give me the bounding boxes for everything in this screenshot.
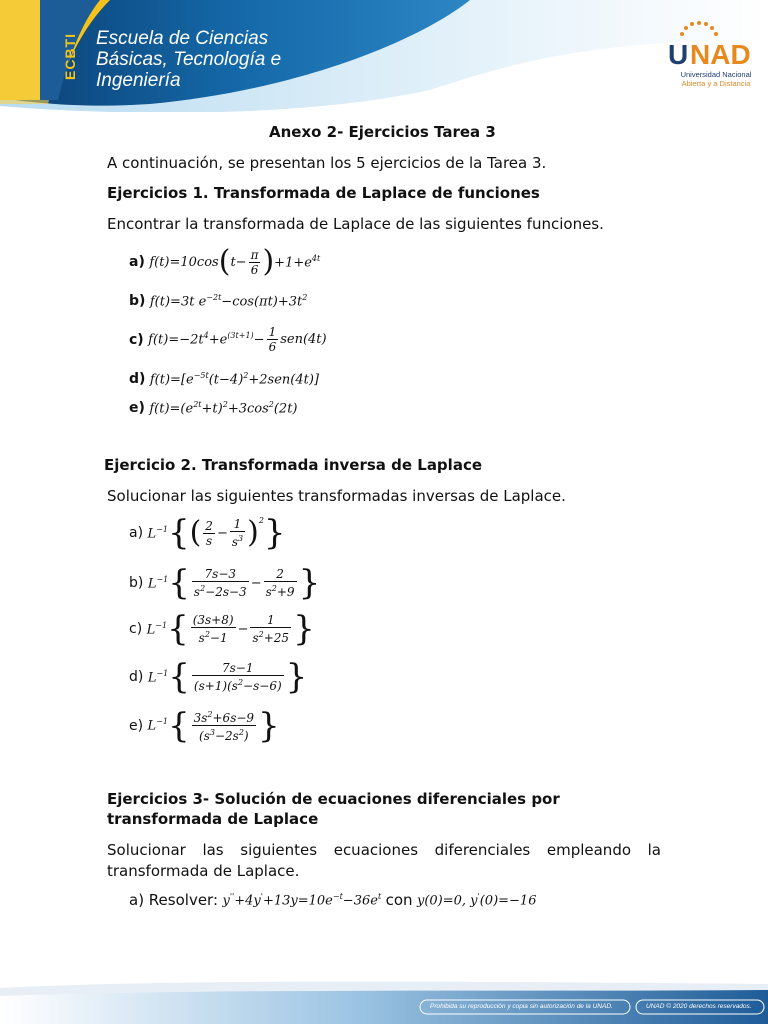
unad-subtitle-line1: Universidad Nacional	[680, 70, 752, 79]
school-name-line2: Básicas, Tecnología e	[96, 49, 282, 70]
item-label: a)	[129, 254, 145, 270]
ex2-item-b: b) $L^{-1}$ { $\frac{7s-3}{s^2-2s-3}$ − $\frac{2}{s^2+9}$ }	[129, 563, 321, 603]
initial-conditions: y(0)=0, y'(0)=−16	[417, 891, 537, 909]
item-label: b)	[129, 293, 146, 310]
item-label: b)	[129, 575, 144, 591]
exercise3-heading-line2: transformada de Laplace	[107, 810, 319, 828]
footer-banner	[0, 980, 768, 1024]
ex1-item-d	[129, 371, 319, 387]
formula: $f(t)=[e^{-5t}(t-4)^2+2sen(4t)]$	[149, 371, 319, 388]
formula: f(t)=3t $e^{-2t}-\cos(\pi t)+3t^2$	[149, 293, 308, 310]
page-header	[0, 0, 768, 112]
item-label: d)	[129, 669, 144, 685]
svg-text:NAD: NAD	[690, 39, 751, 70]
formula: $L^{-1}$	[147, 574, 169, 592]
ex1-item-b	[129, 293, 307, 309]
formula: $L^{-1}$	[147, 717, 168, 734]
exercise1-instruction: Encontrar la transformada de Laplace de las siguientes funciones.	[107, 215, 604, 233]
exercise3-instruction: Solucionar las siguientes ecuaciones diferenciales empleando la transformada de Laplace.	[107, 841, 661, 880]
exercise2-heading: Ejercicio 2. Transformada inversa de Laplace	[104, 456, 483, 474]
ex2-item-d: d) $L^{-1}$ { $\frac{7s-1}{(s+1)(s^2-s-6)}$ }	[129, 657, 308, 697]
exercise3-heading-line1: Ejercicios 3- Solución de ecuaciones diferenciales por	[107, 790, 560, 808]
page-footer	[0, 980, 768, 1024]
intro-text: A continuación, se presentan los 5 ejercicios de la Tarea 3.	[107, 154, 547, 172]
ecbti-label: ECBTI	[62, 33, 78, 81]
formula: $f(t)=(e^{2t}+t)^2+3\cos^2(2t)$	[149, 400, 298, 417]
exercise2-instruction: Solucionar las siguientes transformadas inversas de Laplace.	[107, 487, 566, 505]
formula: $L^{-1}$	[146, 620, 168, 638]
ex2-item-a: a) $L^{-1}$ { ( $\frac{2}{s}$ − $\frac{1}{s^3}$ ) $^2$ }	[129, 513, 286, 553]
item-label: c)	[129, 331, 144, 348]
ex2-item-e: e) $L^{-1}$ { $\frac{3s^2+6s-9}{(s^3-2s^2)}$ }	[129, 705, 280, 746]
school-name	[96, 28, 281, 91]
ex2-item-c: c) $L^{-1}$ { $\frac{(3s+8)}{s^2-1}$ − $\frac{1}{s^2+25}$ }	[129, 609, 315, 649]
formula: f(t)=10cos	[149, 254, 219, 270]
item-label: e)	[129, 400, 145, 417]
item-label: a) Resolver:	[129, 891, 219, 909]
con-word: con	[385, 891, 413, 909]
item-label: d)	[129, 371, 146, 388]
unad-subtitle	[664, 70, 768, 88]
unad-subtitle-line2: Abierta y a Distancia	[681, 79, 751, 88]
item-label: a)	[129, 525, 144, 541]
formula: $L^{-1}$	[147, 524, 168, 542]
formula: $y''+4y'+13y=10e^{-t}-36e^t$	[222, 891, 382, 909]
formula: $f(t)=-2t^4+e^{(3t+1)}-$	[148, 331, 265, 348]
footer-copyright-notice: Prohibida su reproducción y copia sin autorización de la UNAD.	[430, 1003, 613, 1010]
ex3-item-a	[129, 891, 536, 909]
school-name-line1: Escuela de Ciencias	[96, 28, 269, 49]
unad-logo	[664, 20, 768, 72]
ex1-item-e	[129, 400, 298, 416]
footer-rights: UNAD © 2020 derechos reservados.	[646, 1003, 752, 1010]
item-label: e)	[129, 717, 144, 734]
svg-text:U: U	[668, 39, 689, 70]
exercise1-heading: Ejercicios 1. Transformada de Laplace de funciones	[107, 184, 540, 202]
item-label: c)	[129, 621, 143, 637]
ex1-item-c: c) $f(t)=-2t^4+e^{(3t+1)}-$ $\frac{1}{6}$ sen(4t)	[129, 325, 327, 354]
document-title: Anexo 2- Ejercicios Tarea 3	[269, 123, 496, 141]
school-name-line3: Ingeniería	[96, 70, 181, 91]
ex1-item-a: a) f(t)=10cos ( t− $\frac{\pi}{6}$ ) $+1+e^{4t}$	[129, 244, 321, 279]
formula: $L^{-1}$	[147, 668, 169, 686]
